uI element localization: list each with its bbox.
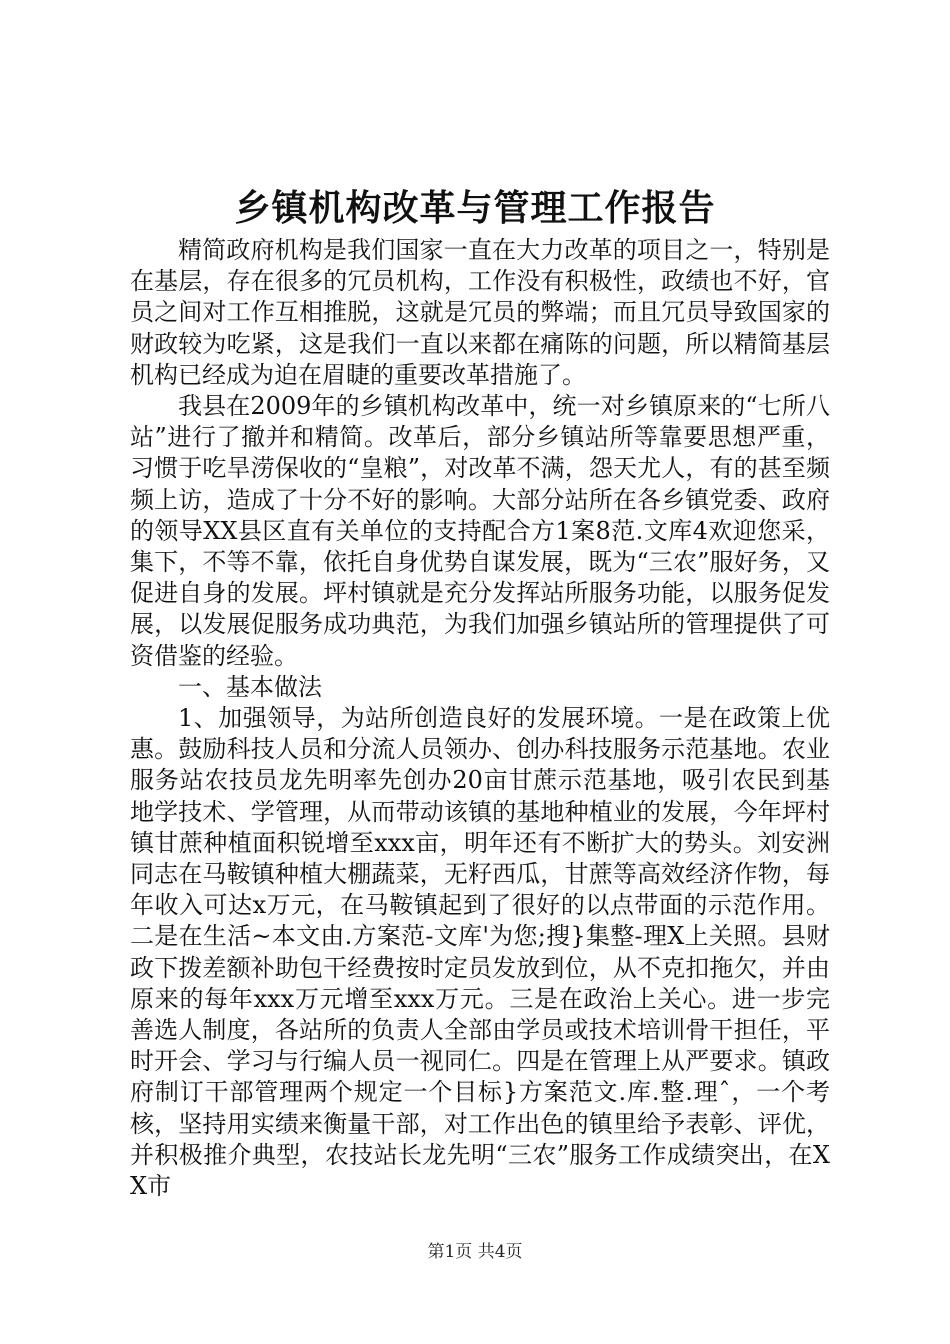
paragraph-background: 我县在2009年的乡镇机构改革中，统一对乡镇原来的“七所八站”进行了撤并和精简。改革后，部分乡镇站所等靠要思想严重，习惯于吃旱涝保收的“皇粮”，对改革不满，怨天尤人，有的甚至频频上访，造成了十分不好的影响。大部分站所在各乡镇党委、政府的领导XX县区直有关单位的支持配合方1案8范.文库4欢迎您采，集下，不等不靠，依托自身优势自谋发展，既为“三农”服好务，又促进自身的发展。坪村镇就是充分发挥站所服务功能，以服务促发展，以发展促服务成功典范，为我们加强乡镇站所的管理提供了可资借鉴的经验。: [130, 392, 830, 670]
document-title: 乡镇机构改革与管理工作报告: [234, 187, 716, 229]
page-number: 第1页 共4页: [427, 1242, 523, 1262]
section-heading: 一、基本做法: [178, 672, 322, 701]
document-body: [130, 235, 830, 1202]
paragraph-leadership: 1、加强领导，为站所创造良好的发展环境。一是在政策上优惠。鼓励科技人员和分流人员领办、创办科技服务示范基地。农业服务站农技员龙先明率先创办20亩甘蔗示范基地，吸引农民到基地学技术、学管理，从而带动该镇的基地种植业的发展，今年坪村镇甘蔗种植面积锐增至xxx亩，明年还有不断扩大的势头。刘安洲同志在马鞍镇种植大棚蔬菜，无籽西瓜，甘蔗等高效经济作物，每年收入可达x万元，在马鞍镇起到了很好的以点带面的示范作用。二是在生活~本文由.方案范-文库'为您;搜}集整-理X上关照。县财政下拨差额补助包干经费按时定员发放到位，从不克扣拖欠，并由原来的每年xxx万元增至xxx万元。三是在政治上关心。进一步完善选人制度，各站所的负责人全部由学员或技术培训骨干担任，平时开会、学习与行编人员一视同仁。四是在管理上从严要求。镇政府制订干部管理两个规定一个目标}方案范文.库.整.理ˆ，一个考核，坚持用实绩来衡量干部，对工作出色的镇里给予表彰、评优，并积极推介典型，农技站长龙先明“三农”服务工作成绩突出，在XX市: [130, 704, 830, 1201]
paragraph-intro: 精简政府机构是我们国家一直在大力改革的项目之一，特别是在基层，存在很多的冗员机构，工作没有积极性，政绩也不好，官员之间对工作互相推脱，这就是冗员的弊端；而且冗员导致国家的财政较为吃紧，这是我们一直以来都在痛陈的问题，所以精简基层机构已经成为迫在眉睫的重要改革措施了。: [130, 236, 830, 389]
